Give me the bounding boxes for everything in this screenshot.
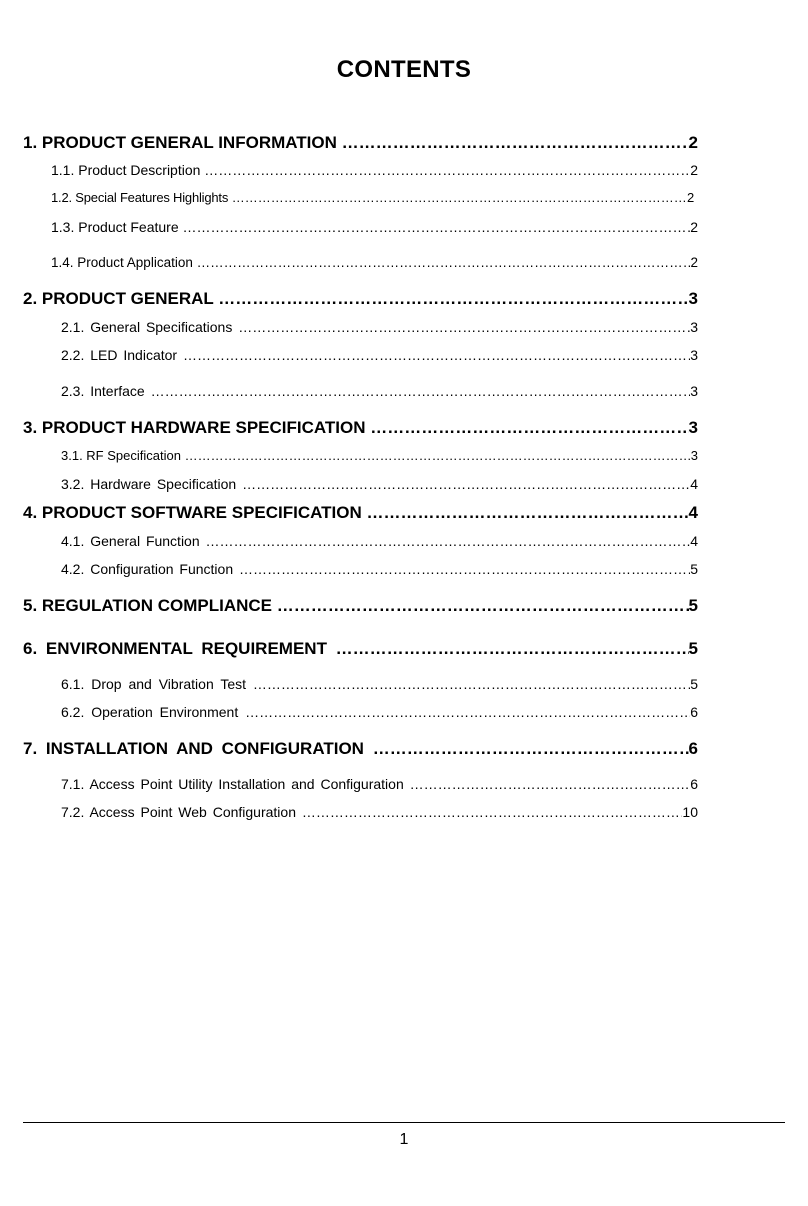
toc-label: 4. PRODUCT SOFTWARE SPECIFICATION …………………………………………………………………………………………………………………………………………………………………………………………………………………………………………… <box>23 503 698 522</box>
toc-entry-6[interactable] <box>23 639 698 659</box>
toc-page-number: 2 <box>686 190 694 205</box>
toc-label: 1.2. Special Features Highlights …………………………………………………………………………………………………………………………………………………………………………………………………………………………………………… <box>51 190 694 205</box>
toc-page-number: 2 <box>690 162 698 178</box>
toc-page-number: 10 <box>682 804 698 820</box>
toc-page-number: 4 <box>688 503 698 522</box>
footer-page-number: 1 <box>399 1131 409 1148</box>
toc-label: 6.1. Drop and Vibration Test …………………………………………………………………………………………………………………………………………………………………………………………………………………………………………… <box>61 676 698 692</box>
toc-entry-6-1[interactable] <box>61 676 698 692</box>
toc-entry-4[interactable] <box>23 503 698 523</box>
toc-label: 7.2. Access Point Web Configuration …………………………………………………………………………………………………………………………………………………………………………………………………………………………………………… <box>61 804 698 820</box>
toc-entry-1-1[interactable] <box>51 162 698 178</box>
toc-entry-7-1[interactable] <box>61 776 698 792</box>
toc-entry-2-1[interactable] <box>61 319 698 335</box>
footer-divider <box>23 1122 785 1123</box>
toc-label: 5. REGULATION COMPLIANCE …………………………………………………………………………………………………………………………………………………………………………………………………………………………………………… <box>23 596 698 615</box>
toc-label: 7.1. Access Point Utility Installation and Configuration …………………………………………………………………………………………………………………………………………………………………………………………………………………………………………… <box>61 776 698 792</box>
toc-label: 1.1. Product Description …………………………………………………………………………………………………………………………………………………………………………………………………………………………………………… <box>51 162 698 178</box>
toc-page-number: 2 <box>690 255 698 270</box>
toc-label: 3.2. Hardware Specification …………………………………………………………………………………………………………………………………………………………………………………………………………………………………………… <box>61 476 698 492</box>
toc-entry-2-2[interactable] <box>61 347 698 363</box>
toc-page-number: 2 <box>690 219 698 235</box>
toc-label: 2. PRODUCT GENERAL …………………………………………………………………………………………………………………………………………………………………………………………………………………………………………… <box>23 289 698 308</box>
toc-label: 6.2. Operation Environment …………………………………………………………………………………………………………………………………………………………………………………………………………………………………………… <box>61 704 698 720</box>
toc-label: 1.4. Product Application …………………………………………………………………………………………………………………………………………………………………………………………………………………………………………… <box>51 255 698 270</box>
toc-page-number: 3 <box>690 448 698 463</box>
toc-page-number: 4 <box>690 533 698 549</box>
toc-page-number: 6 <box>690 776 698 792</box>
toc-label: 3.1. RF Specification …………………………………………………………………………………………………………………………………………………………………………………………………………………………………………… <box>61 448 698 463</box>
toc-label: 2.3. Interface …………………………………………………………………………………………………………………………………………………………………………………………………………………………………………… <box>61 383 698 399</box>
toc-entry-6-2[interactable] <box>61 704 698 720</box>
page-title: CONTENTS <box>336 56 472 83</box>
toc-label: 1.3. Product Feature …………………………………………………………………………………………………………………………………………………………………………………………………………………………………………… <box>51 219 698 235</box>
toc-label: 4.2. Configuration Function …………………………………………………………………………………………………………………………………………………………………………………………………………………………………………… <box>61 561 698 577</box>
toc-label: 7. INSTALLATION AND CONFIGURATION …………………………………………………………………………………………………………………………………………………………………………………………………………………………………………… <box>23 739 698 758</box>
toc-entry-2-3[interactable] <box>61 383 698 399</box>
toc-entry-4-1[interactable] <box>61 533 698 549</box>
toc-label: 2.2. LED Indicator …………………………………………………………………………………………………………………………………………………………………………………………………………………………………………… <box>61 347 698 363</box>
toc-entry-3-2[interactable] <box>61 476 698 492</box>
toc-label: 2.1. General Specifications …………………………………………………………………………………………………………………………………………………………………………………………………………………………………………… <box>61 319 698 335</box>
toc-entry-4-2[interactable] <box>61 561 698 577</box>
toc-page-number: 5 <box>688 639 698 658</box>
toc-page-number: 3 <box>690 319 698 335</box>
toc-entry-5[interactable] <box>23 596 698 616</box>
toc-entry-7[interactable] <box>23 739 698 759</box>
toc-label: 6. ENVIRONMENTAL REQUIREMENT …………………………………………………………………………………………………………………………………………………………………………………………………………………………………………… <box>23 639 698 658</box>
toc-entry-1-3[interactable] <box>51 219 698 235</box>
toc-page-number: 6 <box>690 704 698 720</box>
toc-entry-2[interactable] <box>23 289 698 309</box>
toc-label: 4.1. General Function …………………………………………………………………………………………………………………………………………………………………………………………………………………………………………… <box>61 533 698 549</box>
toc-entry-1-4[interactable] <box>51 255 698 270</box>
toc-page-number: 5 <box>690 561 698 577</box>
toc-entry-3[interactable] <box>23 418 698 438</box>
toc-page-number: 5 <box>688 596 698 615</box>
toc-page-number: 5 <box>690 676 698 692</box>
toc-page-number: 3 <box>688 418 698 437</box>
toc-entry-7-2[interactable] <box>61 804 698 820</box>
toc-page-number: 6 <box>688 739 698 758</box>
toc-page-number: 3 <box>690 383 698 399</box>
toc-page-number: 3 <box>688 289 698 308</box>
toc-page-number: 4 <box>690 476 698 492</box>
toc-page-number: 3 <box>690 347 698 363</box>
toc-entry-1-2[interactable] <box>51 190 694 205</box>
toc-entry-3-1[interactable] <box>61 448 698 463</box>
toc-page-number: 2 <box>688 133 698 152</box>
toc-label: 1. PRODUCT GENERAL INFORMATION …………………………………………………………………………………………………………………………………………………………………………………………………………………………………………… <box>23 133 698 152</box>
toc-entry-1[interactable] <box>23 133 698 153</box>
toc-label: 3. PRODUCT HARDWARE SPECIFICATION …………………………………………………………………………………………………………………………………………………………………………………………………………………………………………… <box>23 418 698 437</box>
